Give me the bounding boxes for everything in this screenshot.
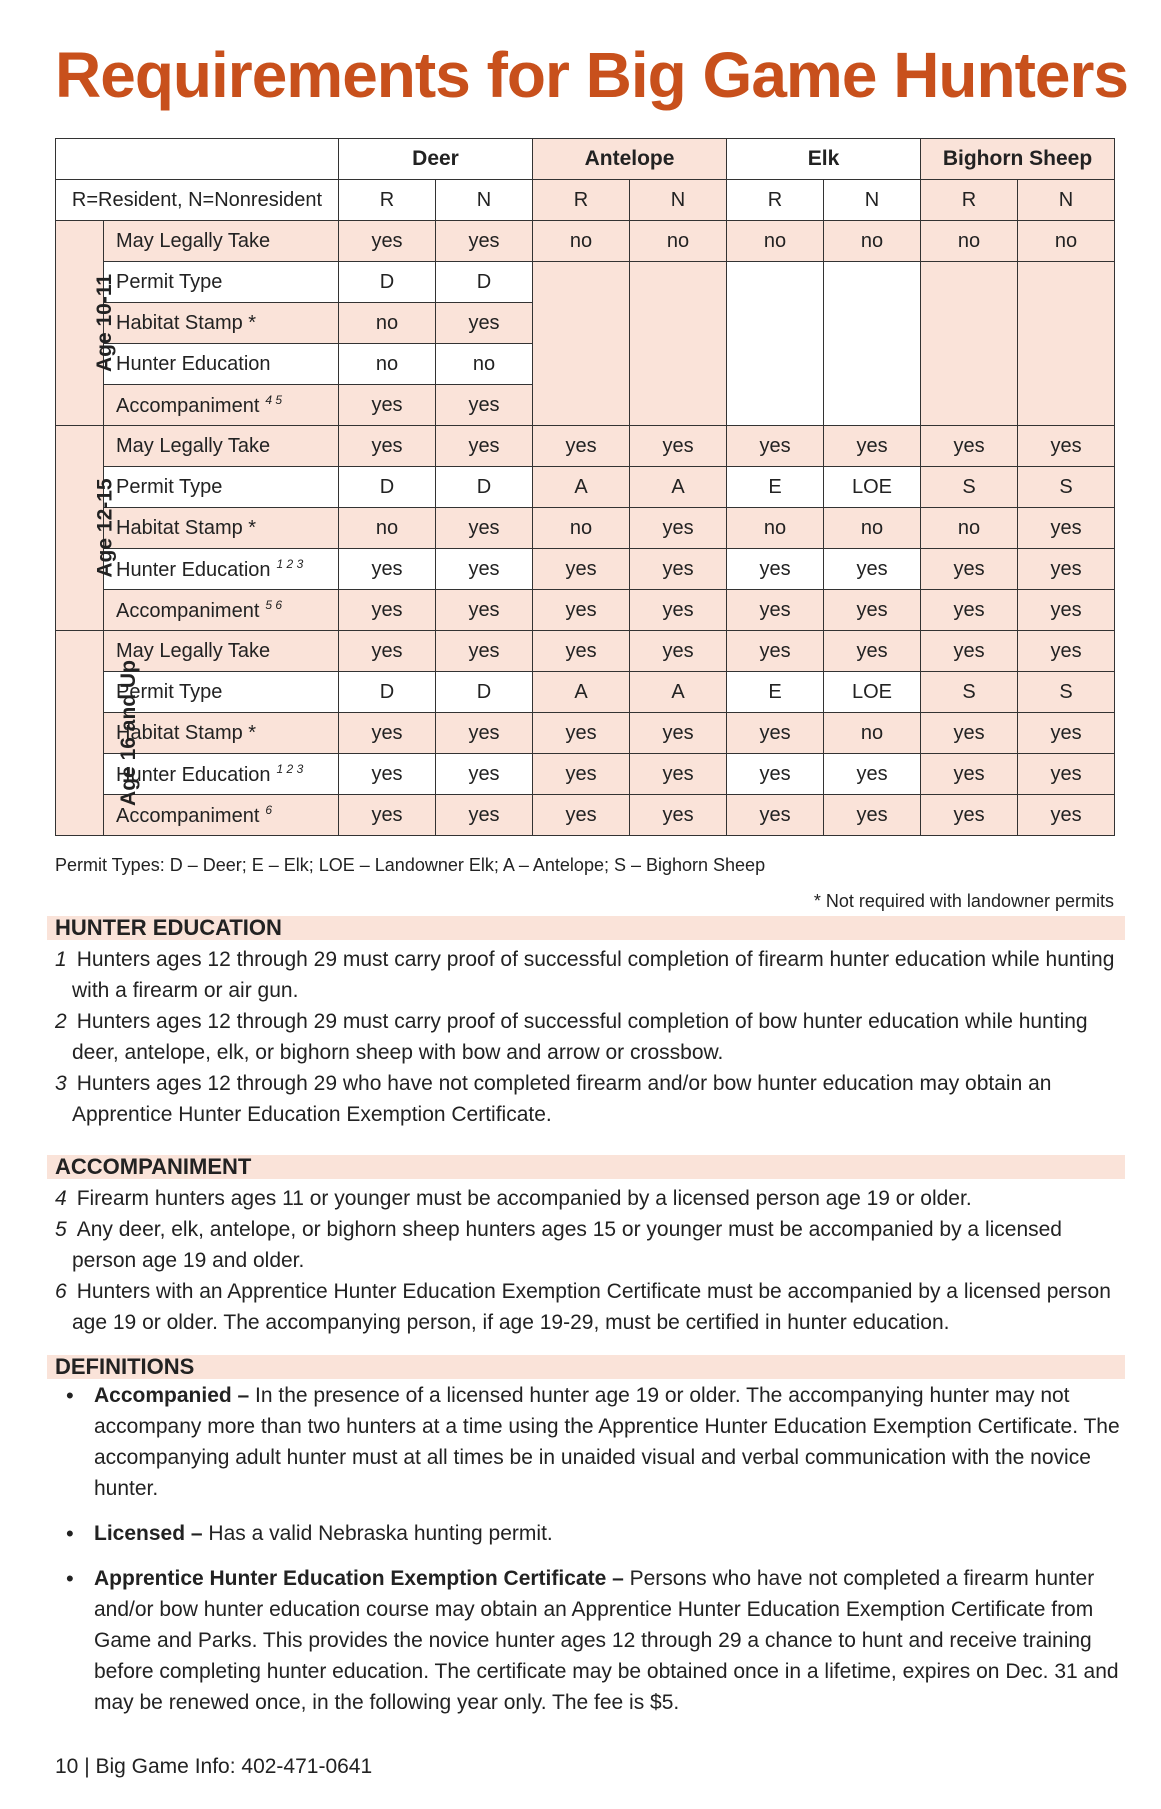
table-cell: yes <box>630 795 727 836</box>
empty-cell <box>727 262 824 426</box>
footnote-text: Hunters ages 12 through 29 must carry proof of successful completion of bow hunter education while hunting deer, antelope, elk, or bighorn sheep with bow and arrow or crossbow. <box>72 1010 1088 1064</box>
table-cell: yes <box>921 795 1018 836</box>
table-row <box>56 631 1115 672</box>
table-cell: D <box>339 672 436 713</box>
age-group-label <box>56 426 117 631</box>
requirements-body <box>56 221 1115 836</box>
residency-header: R <box>533 180 630 221</box>
table-cell: yes <box>630 426 727 467</box>
table-cell: no <box>436 344 533 385</box>
table-cell: yes <box>533 631 630 672</box>
definitions-list <box>66 1380 1122 1732</box>
footnote-item <box>55 1183 1125 1214</box>
row-label-text: Hunter Education <box>116 763 271 786</box>
table-cell: yes <box>1018 549 1115 590</box>
empty-cell <box>1018 262 1115 426</box>
table-cell: yes <box>824 631 921 672</box>
residency-header: N <box>1018 180 1115 221</box>
footnote-number: 4 <box>55 1187 67 1210</box>
row-label <box>104 467 339 508</box>
table-row <box>56 713 1115 754</box>
table-cell: no <box>824 713 921 754</box>
row-label-text: Hunter Education <box>116 352 271 375</box>
row-label <box>104 549 339 590</box>
table-cell: no <box>339 303 436 344</box>
table-cell: yes <box>339 549 436 590</box>
table-row <box>56 795 1115 836</box>
age-group-text: Age 16 and Up <box>116 660 140 806</box>
species-header: Elk <box>727 139 921 180</box>
definition-text: Persons who have not completed a firearm hunter and/or bow hunter education course may obtain an Apprentice Hunter Education Exemption Certificate from Game and Parks. This provides the novice hunter ages 12 through 29 a chance to hunt and receive training before completing hunter education. The certificate may be obtained once in a lifetime, expires on Dec. 31 and may be renewed once, in the following year only. The fee is $5. <box>94 1567 1119 1714</box>
table-cell: yes <box>1018 713 1115 754</box>
table-cell: yes <box>339 426 436 467</box>
table-cell: yes <box>533 795 630 836</box>
table-cell: yes <box>436 795 533 836</box>
table-cell: yes <box>436 385 533 426</box>
footnote-reference: 1 2 3 <box>276 556 304 571</box>
species-header-row <box>56 139 1115 180</box>
table-row <box>56 467 1115 508</box>
species-header: Antelope <box>533 139 727 180</box>
age-group-label <box>56 631 140 836</box>
table-cell: A <box>630 672 727 713</box>
table-cell: yes <box>824 754 921 795</box>
table-row <box>56 754 1115 795</box>
table-cell: yes <box>339 795 436 836</box>
footnote-item <box>55 1276 1125 1338</box>
table-cell: yes <box>727 426 824 467</box>
definition-item <box>66 1563 1122 1718</box>
table-row <box>56 221 1115 262</box>
table-cell: S <box>1018 467 1115 508</box>
definition-text: In the presence of a licensed hunter age 19 or older. The accompanying hunter may not accompany more than two hunters at a time using the Apprentice Hunter Education Exemption Certificate. The accompanying adult hunter must at all times be in unaided visual and verbal communication with the novice hunter. <box>94 1384 1120 1500</box>
table-row <box>56 508 1115 549</box>
table-cell: E <box>727 672 824 713</box>
table-cell: yes <box>630 508 727 549</box>
table-cell: A <box>533 672 630 713</box>
age-group-label <box>56 221 117 426</box>
residency-header: R <box>339 180 436 221</box>
table-cell: no <box>533 508 630 549</box>
row-label-text: May Legally Take <box>116 639 271 662</box>
table-cell: yes <box>1018 508 1115 549</box>
row-label <box>104 344 339 385</box>
bullet-icon: • <box>66 1566 74 1591</box>
table-cell: yes <box>727 795 824 836</box>
empty-cell <box>630 262 727 426</box>
table-cell: D <box>436 467 533 508</box>
residency-header: N <box>824 180 921 221</box>
requirements-table <box>55 138 1115 836</box>
bullet-icon: • <box>66 1521 74 1546</box>
residency-header: R <box>727 180 824 221</box>
table-cell: A <box>630 467 727 508</box>
section-heading-definitions: DEFINITIONS <box>47 1355 1125 1379</box>
footnote-item <box>55 944 1125 1006</box>
table-cell: no <box>630 221 727 262</box>
table-cell: yes <box>436 631 533 672</box>
table-cell: yes <box>727 631 824 672</box>
footnote-reference: 4 5 <box>265 392 283 407</box>
table-cell: yes <box>1018 631 1115 672</box>
table-cell: yes <box>727 590 824 631</box>
table-cell: yes <box>436 303 533 344</box>
footnote-reference: 6 <box>265 802 273 817</box>
residency-header: N <box>436 180 533 221</box>
definition-item <box>66 1380 1122 1504</box>
residency-legend: R=Resident, N=Nonresident <box>56 180 339 221</box>
table-cell: yes <box>436 754 533 795</box>
table-cell: LOE <box>824 672 921 713</box>
footnote-number: 1 <box>55 948 67 971</box>
permit-types-legend: Permit Types: D – Deer; E – Elk; LOE – Landowner Elk; A – Antelope; S – Bighorn Sheep <box>55 855 766 875</box>
landowner-footnote: * Not required with landowner permits <box>813 891 1114 911</box>
footnote-item <box>55 1068 1125 1130</box>
table-cell: yes <box>533 426 630 467</box>
table-row <box>56 672 1115 713</box>
table-cell: yes <box>339 713 436 754</box>
row-label-text: Accompaniment <box>116 599 260 622</box>
row-label-text: Accompaniment <box>116 394 260 417</box>
table-cell: E <box>727 467 824 508</box>
footnote-text: Any deer, elk, antelope, or bighorn sheep hunters ages 15 or younger must be accompanied by a licensed person age 19 and older. <box>72 1218 1062 1272</box>
age-group-text: Age 12-15 <box>93 478 117 578</box>
residency-header: N <box>630 180 727 221</box>
table-cell: yes <box>339 385 436 426</box>
table-row <box>56 262 1115 303</box>
table-cell: no <box>921 221 1018 262</box>
footnote-text: Hunters ages 12 through 29 must carry proof of successful completion of firearm hunter education while hunting with a firearm or air gun. <box>72 948 1115 1002</box>
row-label <box>104 508 339 549</box>
table-cell: yes <box>824 795 921 836</box>
table-cell: yes <box>436 590 533 631</box>
footnote-text: Hunters with an Apprentice Hunter Education Exemption Certificate must be accompanied by a licensed person age 19 or older. The accompanying person, if age 19-29, must be certified in hunter education. <box>72 1280 1111 1334</box>
table-cell: yes <box>533 754 630 795</box>
species-header: Deer <box>339 139 533 180</box>
empty-cell <box>824 262 921 426</box>
footnote-item <box>55 1214 1125 1276</box>
section-heading-hunter-education: HUNTER EDUCATION <box>47 916 1125 940</box>
table-cell: yes <box>1018 590 1115 631</box>
page-footer: 10 | Big Game Info: 402-471-0641 <box>55 1755 373 1778</box>
table-row <box>56 549 1115 590</box>
table-cell: no <box>824 508 921 549</box>
row-label-text: Habitat Stamp * <box>116 311 257 334</box>
residency-header: R <box>921 180 1018 221</box>
table-cell: yes <box>339 590 436 631</box>
table-cell: yes <box>436 426 533 467</box>
footnote-item <box>55 1006 1125 1068</box>
row-label <box>104 262 339 303</box>
table-cell: no <box>727 508 824 549</box>
table-cell: D <box>339 467 436 508</box>
table-cell: yes <box>533 713 630 754</box>
empty-cell <box>533 262 630 426</box>
table-cell: yes <box>921 713 1018 754</box>
row-label-text: May Legally Take <box>116 434 271 457</box>
table-cell: yes <box>921 426 1018 467</box>
table-cell: D <box>339 262 436 303</box>
definition-term: Accompanied – <box>94 1384 250 1407</box>
table-cell: yes <box>339 754 436 795</box>
footnote-number: 6 <box>55 1280 67 1303</box>
table-cell: yes <box>436 508 533 549</box>
table-cell: yes <box>630 754 727 795</box>
row-label-text: Habitat Stamp * <box>116 516 257 539</box>
empty-cell <box>921 262 1018 426</box>
table-cell: yes <box>727 713 824 754</box>
hunter-education-notes <box>55 944 1125 1130</box>
table-cell: yes <box>921 754 1018 795</box>
footnote-number: 5 <box>55 1218 67 1241</box>
table-cell: S <box>921 467 1018 508</box>
table-cell: D <box>436 672 533 713</box>
table-cell: no <box>824 221 921 262</box>
row-label <box>104 221 339 262</box>
definition-term: Licensed – <box>94 1522 203 1545</box>
row-label-text: Hunter Education <box>116 558 271 581</box>
table-cell: yes <box>630 713 727 754</box>
page-title: Requirements for Big Game Hunters <box>55 39 1128 111</box>
table-cell: LOE <box>824 467 921 508</box>
corner-cell <box>56 139 339 180</box>
row-label-text: May Legally Take <box>116 229 271 252</box>
row-label-text: Accompaniment <box>116 804 260 827</box>
table-cell: no <box>1018 221 1115 262</box>
footnote-text: Hunters ages 12 through 29 who have not completed firearm and/or bow hunter education may obtain an Apprentice Hunter Education Exemption Certificate. <box>72 1072 1052 1126</box>
row-label <box>104 303 339 344</box>
table-cell: no <box>533 221 630 262</box>
species-header: Bighorn Sheep <box>921 139 1115 180</box>
table-cell: yes <box>1018 754 1115 795</box>
row-label <box>104 426 339 467</box>
table-cell: yes <box>436 221 533 262</box>
table-row <box>56 590 1115 631</box>
table-cell: yes <box>921 549 1018 590</box>
table-cell: yes <box>1018 426 1115 467</box>
table-row <box>56 426 1115 467</box>
row-label <box>104 385 339 426</box>
table-cell: yes <box>1018 795 1115 836</box>
table-cell: yes <box>921 590 1018 631</box>
definition-text: Has a valid Nebraska hunting permit. <box>202 1522 553 1545</box>
table-cell: yes <box>436 713 533 754</box>
table-cell: S <box>921 672 1018 713</box>
row-label <box>104 590 339 631</box>
definition-term: Apprentice Hunter Education Exemption Certificate – <box>94 1567 624 1590</box>
table-cell: yes <box>630 590 727 631</box>
row-label-text: Permit Type <box>116 270 223 293</box>
table-cell: yes <box>630 549 727 590</box>
table-cell: yes <box>339 221 436 262</box>
table-cell: S <box>1018 672 1115 713</box>
row-label-text: Permit Type <box>116 475 223 498</box>
table-cell: yes <box>727 549 824 590</box>
residency-header-row <box>56 180 1115 221</box>
table-cell: no <box>339 344 436 385</box>
age-group-text: Age 10-11 <box>93 273 117 373</box>
table-cell: yes <box>824 549 921 590</box>
table-cell: yes <box>436 549 533 590</box>
table-cell: yes <box>630 631 727 672</box>
footnote-text: Firearm hunters ages 11 or younger must be accompanied by a licensed person age 19 or older. <box>76 1187 972 1210</box>
table-cell: no <box>727 221 824 262</box>
table-cell: no <box>921 508 1018 549</box>
bullet-icon: • <box>66 1383 74 1408</box>
table-cell: yes <box>727 754 824 795</box>
footnote-number: 2 <box>55 1010 67 1033</box>
table-cell: yes <box>824 426 921 467</box>
table-cell: A <box>533 467 630 508</box>
footnote-reference: 5 6 <box>265 597 283 612</box>
table-cell: D <box>436 262 533 303</box>
table-cell: yes <box>533 590 630 631</box>
accompaniment-notes <box>55 1183 1125 1338</box>
section-heading-accompaniment: ACCOMPANIMENT <box>47 1155 1125 1179</box>
footnote-reference: 1 2 3 <box>276 761 304 776</box>
footnote-number: 3 <box>55 1072 67 1095</box>
row-label-text: Habitat Stamp * <box>116 721 257 744</box>
table-cell: no <box>339 508 436 549</box>
definition-item <box>66 1518 1122 1549</box>
table-cell: yes <box>824 590 921 631</box>
table-cell: yes <box>339 631 436 672</box>
row-label-text: Permit Type <box>116 680 223 703</box>
table-cell: yes <box>921 631 1018 672</box>
table-cell: yes <box>533 549 630 590</box>
